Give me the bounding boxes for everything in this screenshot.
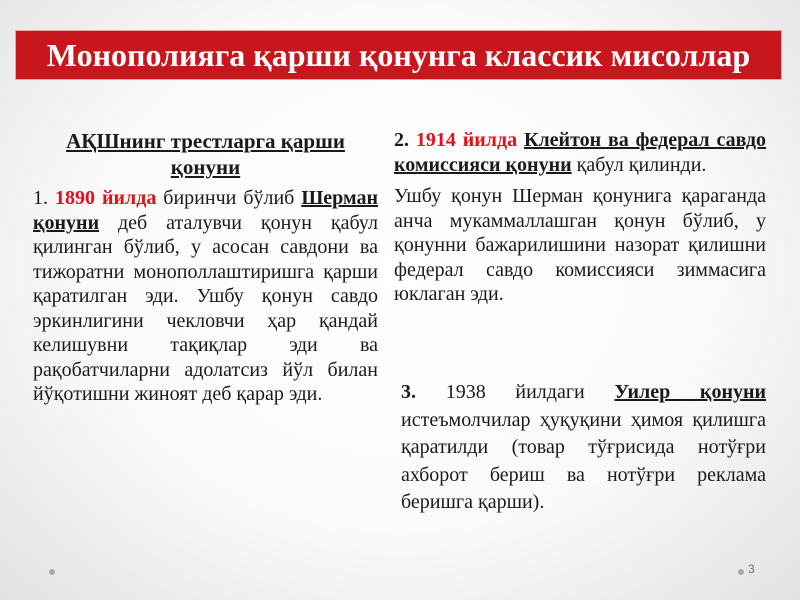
paragraph-clayton xyxy=(394,128,766,177)
text-run: қабул қилинди. xyxy=(576,153,707,176)
year-highlight: 1890 йилда xyxy=(54,187,157,209)
footer-dot-left xyxy=(49,569,55,575)
law-name-sherman: Шерман қонуни xyxy=(33,187,378,234)
item-number: 3. xyxy=(401,381,416,403)
right-column xyxy=(394,128,766,314)
law-name-clayton: Клейтон ва федерал савдо комиссияси қонуни xyxy=(394,129,767,176)
item-number: 1. xyxy=(33,187,48,209)
text-run: биринчи бўлиб xyxy=(163,187,295,209)
footer-dot-right xyxy=(738,569,744,575)
left-heading: АҚШнинг трестларга қарши қонуни xyxy=(66,129,345,179)
slide-title: Монополияга қарши қонунга классик мисоллар xyxy=(15,30,782,80)
paragraph-wheeler xyxy=(401,379,766,517)
paragraph-clayton-details: Ушбу қонун Шерман қонунига қараганда анча мукаммаллашган қонун бўлиб, у қонунни бажарилишини назорат қилишни федерал савдо комиссияси зиммасига юклаган эди. xyxy=(394,185,766,305)
right-column-lower xyxy=(401,379,766,524)
year-highlight: 1914 йилда xyxy=(415,129,518,151)
text-run: 1938 йилдаги xyxy=(445,381,585,403)
item-number: 2. xyxy=(394,129,409,151)
law-name-wheeler: Уилер қонуни xyxy=(614,381,767,403)
page-number: 3 xyxy=(748,562,755,576)
left-column xyxy=(33,128,378,414)
text-run: истеъмолчилар ҳуқуқини ҳимоя қилишга қаратилди (товар тўғрисида нотўғри ахборот бериш ва нотўғри реклама беришга қарши). xyxy=(401,408,766,513)
text-run: деб аталувчи қонун қабул қилинган бўлиб, у асосан савдони ва тижоратни монополлаштиришга қарши қаратилган эди. Ушбу қонун савдо эркинлигини чекловчи ҳар қандай келишувни тақиқлар эди ва рақобатчиларни адолатсиз йўл билан йўқотишни жиноят деб қарар эди. xyxy=(33,211,378,405)
paragraph-sherman xyxy=(33,186,378,407)
